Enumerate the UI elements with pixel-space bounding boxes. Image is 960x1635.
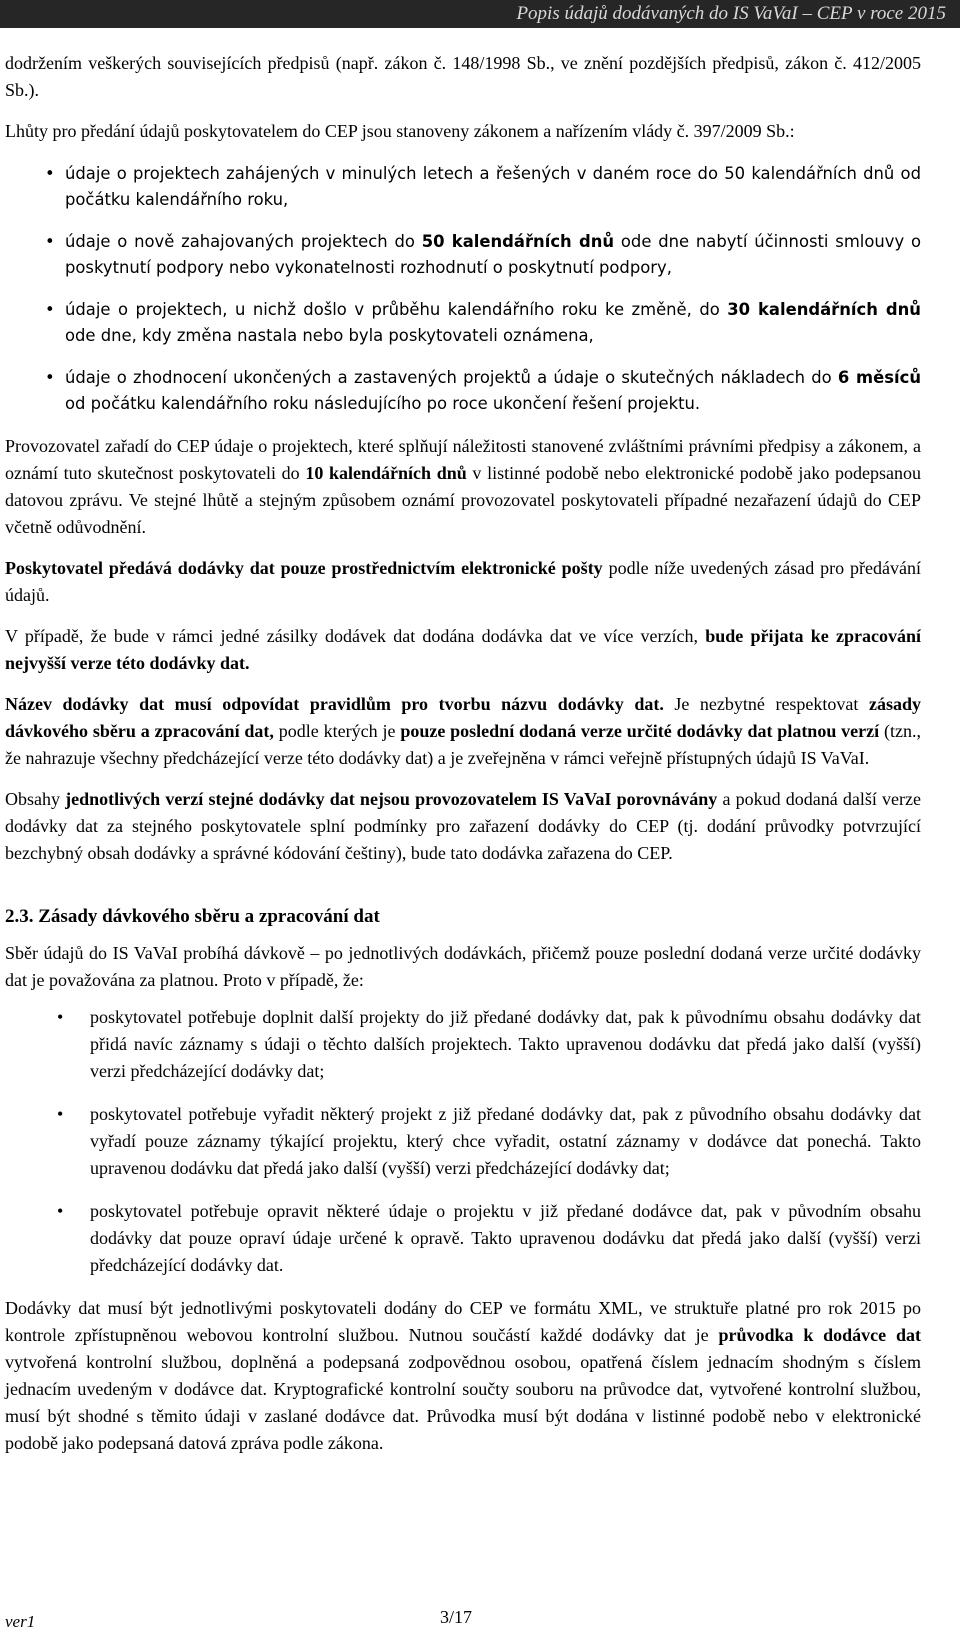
text-span: údaje o projektech, u nichž došlo v průběhu kalendářního roku ke změně, do bbox=[65, 300, 728, 319]
pripad-paragraph bbox=[5, 623, 921, 677]
list-item-text: poskytovatel potřebuje opravit některé údaje o projektu v již předané dodávce dat, pak v původním obsahu dodávky dat pouze opraví údaje určené k opravě. Takto upravenou dodávku dat předá jako další (vyšší) verzi předcházející dodávky dat. bbox=[90, 1201, 921, 1275]
intro-paragraph-2: Lhůty pro předání údajů poskytovatelem do CEP jsou stanoveny zákonem a nařízením vlády č. 397/2009 Sb.: bbox=[5, 121, 795, 141]
header-title: Popis údajů dodávaných do IS VaVaI – CEP v roce 2015 bbox=[516, 3, 946, 24]
bullet-icon: • bbox=[57, 1104, 64, 1124]
section-heading: 2.3. Zásady dávkového sběru a zpracování dat bbox=[5, 906, 380, 927]
list-item-text: poskytovatel potřebuje vyřadit některý projekt z již předané dodávky dat, pak z původního obsahu dodávky dat vyřadí pouze záznamy týkající projektu, který chce vyřadit, ostatní záznamy v dodávce dat ponechá. Takto upravenou dodávku dat předá jako další (vyšší) verzi předcházející dodávky dat; bbox=[90, 1104, 921, 1178]
bold-span: 30 kalendářních dnů bbox=[727, 300, 921, 319]
list-item-text bbox=[65, 297, 921, 349]
text-span: údaje o zhodnocení ukončených a zastavených projektů a údaje o skutečných nákladech do bbox=[65, 368, 838, 387]
bullet-icon: • bbox=[57, 1007, 64, 1027]
bold-span: zásady dávkového sběru a zpracování dat, bbox=[5, 694, 921, 741]
predava-paragraph bbox=[5, 555, 921, 609]
sber-paragraph: Sběr údajů do IS VaVaI probíhá dávkově – po jednotlivých dodávkách, přičemž pouze poslední dodaná verze určité dodávky dat je považována za platnou. Proto v případě, že: bbox=[5, 943, 921, 990]
list-item bbox=[5, 1198, 921, 1279]
page-header bbox=[0, 0, 960, 28]
text-span: podle níže uvedených zásad pro předávání údajů. bbox=[5, 558, 921, 605]
bullet-icon: • bbox=[45, 300, 55, 319]
bullet-icon: • bbox=[57, 1201, 64, 1221]
final-paragraph bbox=[5, 1295, 921, 1457]
text-span: vytvořená kontrolní službou, doplněná a podepsaná zodpovědnou osobou, opatřená číslem jednacím shodným s číslem jednacím uvedeným v dodávce dat. Kryptografické kontrolní součty souboru na průvodce dat, vytvořené kontrolní službou, musí být shodné s těmito údaji v zaslané dodávce dat. Průvodka musí být dodána v listinné podobě nebo v elektronické podobě jako podepsaná datová zpráva podle zákona. bbox=[5, 1352, 921, 1453]
text-span: ode dne nabytí účinnosti smlouvy o poskytnutí podpory nebo vykonatelnosti rozhodnutí o poskytnutí podpory, bbox=[65, 232, 921, 277]
list-item bbox=[5, 161, 921, 213]
list-item bbox=[5, 229, 921, 281]
list-item-text bbox=[65, 229, 921, 281]
bold-span: 6 měsíců bbox=[837, 368, 921, 387]
text-span: od počátku kalendářního roku následujícího po roce ukončení řešení projektu. bbox=[65, 394, 701, 413]
list-item bbox=[5, 297, 921, 349]
page-footer bbox=[0, 1598, 960, 1631]
bold-span: pouze poslední dodaná verze určité dodávky dat platnou verzí bbox=[400, 721, 880, 741]
text-span: podle kterých je bbox=[273, 721, 401, 741]
nazev-paragraph bbox=[5, 691, 921, 772]
bold-span: 50 kalendářních dnů bbox=[421, 232, 615, 251]
text-span: Provozovatel zařadí do CEP údaje o projektech, které splňují náležitosti stanovené zvláštními právními předpisy a zákonem, a oznámí tuto skutečnost poskytovateli do bbox=[5, 436, 921, 483]
provozovatel-paragraph bbox=[5, 433, 921, 541]
bullet-icon: • bbox=[45, 368, 55, 387]
text-span: V případě, že bude v rámci jedné zásilky dodávek dat dodána dodávka dat ve více verzích, bbox=[5, 626, 706, 646]
text-span: ode dne, kdy změna nastala nebo byla poskytovateli oznámena, bbox=[65, 326, 594, 345]
text-span: Dodávky dat musí být jednotlivými poskytovateli dodány do CEP ve formátu XML, ve struktuře platné pro rok 2015 po kontrole zpřístupněnou webovou kontrolní službou. Nutnou součástí každé dodávky dat je bbox=[5, 1298, 921, 1345]
text-span: a pokud dodaná další verze dodávky dat za stejného poskytovatele splní podmínky pro zařazení dodávky do CEP (tj. dodání průvodky potvrzující bezchybný obsah dodávky a správné kódování češtiny), bude tato dodávka zařazena do CEP. bbox=[5, 789, 921, 863]
deadlines-list bbox=[5, 161, 921, 417]
bold-span: průvodka k dodávce dat bbox=[718, 1325, 921, 1345]
bold-span: bude přijata ke zpracování nejvyšší verze této dodávky dat. bbox=[5, 626, 921, 673]
page-number: 3/17 bbox=[440, 1607, 473, 1627]
text-span: Obsahy bbox=[5, 789, 66, 809]
cases-list bbox=[5, 1004, 921, 1279]
list-item bbox=[5, 1004, 921, 1085]
text-span: (tzn., že nahrazuje všechny předcházející verze této dodávky dat) a je zveřejněna v rámci veřejně přístupných údajů IS VaVaI. bbox=[5, 721, 921, 768]
text-span: v listinné podobě nebo elektronické podobě jako podepsanou datovou zprávu. Ve stejné lhůtě a stejným způsobem oznámí provozovatel poskytovateli případné nezařazení údajů do CEP včetně odůvodnění. bbox=[5, 463, 921, 537]
list-item-text: poskytovatel potřebuje doplnit další projekty do již předané dodávky dat, pak k původnímu obsahu dodávky dat přidá navíc záznamy s údaji o těchto dalších projektech. Takto upravenou dodávku dat předá jako další (vyšší) verzi předcházející dodávky dat; bbox=[90, 1007, 921, 1081]
text-span: údaje o nově zahajovaných projektech do bbox=[65, 232, 422, 251]
list-item bbox=[5, 365, 921, 417]
text-span: Je nezbytné respektovat bbox=[663, 694, 869, 714]
version-label: ver1 bbox=[5, 1612, 36, 1631]
obsahy-paragraph bbox=[5, 786, 921, 867]
bullet-icon: • bbox=[45, 164, 55, 183]
intro-paragraph-1: dodržením veškerých souvisejících předpisů (např. zákon č. 148/1998 Sb., ve znění pozdějších předpisů, zákon č. 412/2005 Sb.). bbox=[5, 53, 921, 100]
document-body bbox=[5, 50, 921, 1457]
list-item-text bbox=[65, 365, 921, 417]
bold-span: jednotlivých verzí stejné dodávky dat nejsou provozovatelem IS VaVaI porovnávány bbox=[65, 789, 718, 809]
list-item-text: údaje o projektech zahájených v minulých letech a řešených v daném roce do 50 kalendářních dnů od počátku kalendářního roku, bbox=[65, 164, 921, 209]
list-item bbox=[5, 1101, 921, 1182]
bullet-icon: • bbox=[45, 232, 55, 251]
bold-span: Název dodávky dat musí odpovídat pravidlům pro tvorbu názvu dodávky dat. bbox=[5, 694, 664, 714]
bold-span: Poskytovatel předává dodávky dat pouze prostřednictvím elektronické pošty bbox=[5, 558, 603, 578]
bold-span: 10 kalendářních dnů bbox=[305, 463, 467, 483]
